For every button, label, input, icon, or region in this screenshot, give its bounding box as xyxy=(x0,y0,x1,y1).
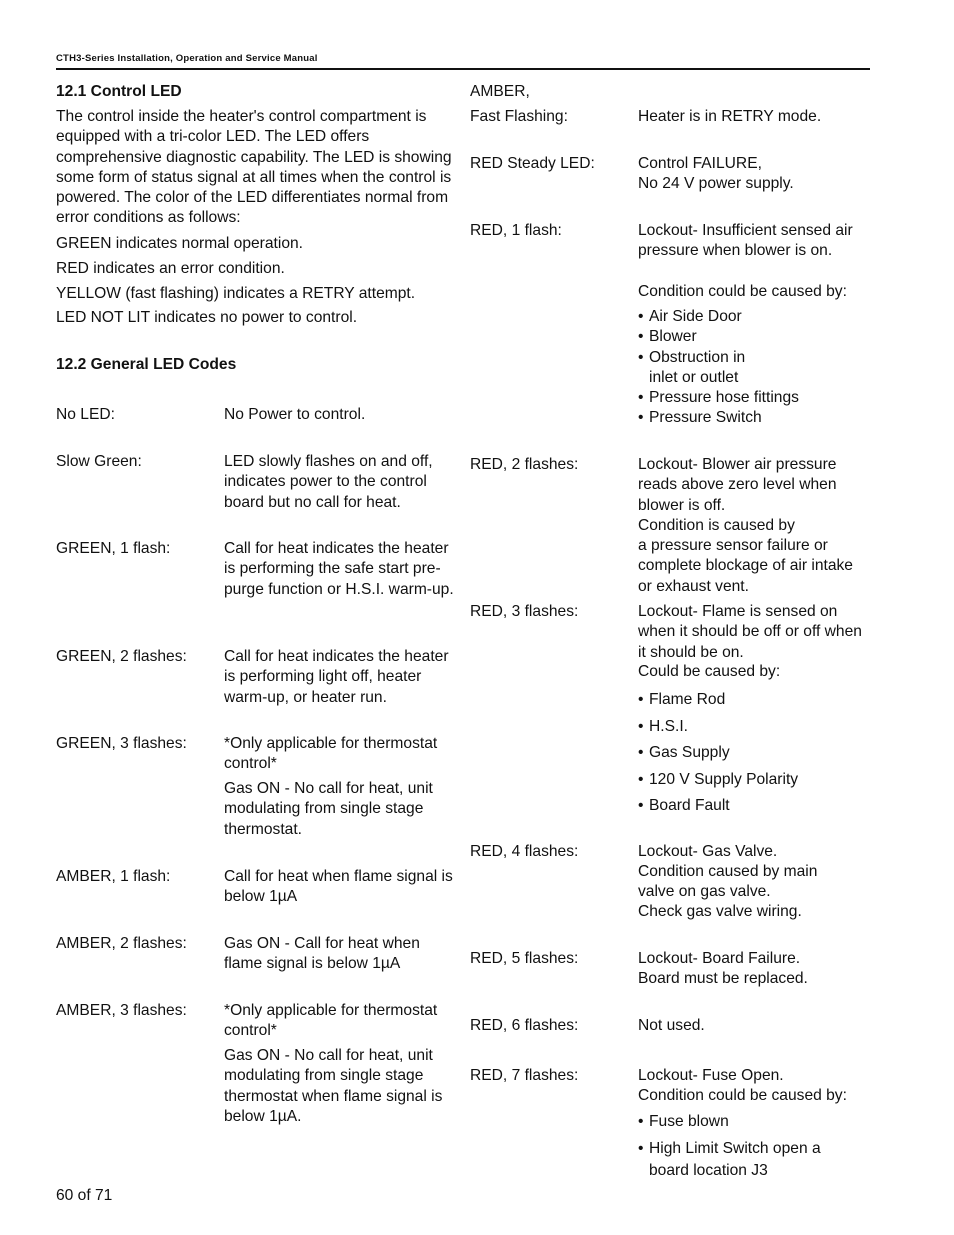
code-label: Slow Green: xyxy=(56,453,142,470)
code-label: GREEN, 2 flashes: xyxy=(56,648,187,665)
code-description: *Only applicable for thermostat control* xyxy=(224,735,438,773)
led-green-meaning: GREEN indicates normal operation. xyxy=(56,235,304,252)
code-description-detail: No 24 V power supply. xyxy=(638,175,794,192)
cause-item: • Board Fault xyxy=(638,793,874,820)
code-description: Not used. xyxy=(638,1017,705,1034)
code-label: RED, 1 flash: xyxy=(470,222,562,239)
code-description-detail: Board must be replaced. xyxy=(638,970,808,987)
cause-item: • H.S.I. xyxy=(638,714,874,741)
cause-item: • Pressure hose fittings xyxy=(638,388,829,408)
code-description: Lockout- Insufficient sensed air pressure when blower is on. xyxy=(638,222,853,260)
cause-item: • Air Side Door xyxy=(638,307,763,327)
code-description-detail: Could be caused by: xyxy=(638,663,781,680)
code-label: RED, 2 flashes: xyxy=(470,456,579,473)
cause-item: • Flame Rod xyxy=(638,687,874,714)
led-yellow-meaning: YELLOW (fast flashing) indicates a RETRY attempt. xyxy=(56,285,416,302)
code-label: RED, 4 flashes: xyxy=(470,843,579,860)
code-label: No LED: xyxy=(56,406,115,423)
code-description-detail: Gas ON - No call for heat, unit modulating from single stage thermostat when flame signal is below 1µA. xyxy=(224,1047,443,1125)
code-description-detail: Check gas valve wiring. xyxy=(638,903,802,920)
code-description: Gas ON - Call for heat when flame signal is below 1µA xyxy=(224,935,420,973)
code-description: LED slowly flashes on and off, indicates power to the control board but no call for heat. xyxy=(224,453,433,511)
code-label: GREEN, 1 flash: xyxy=(56,540,171,557)
code-label: RED, 6 flashes: xyxy=(470,1017,579,1034)
code-label: AMBER, 1 flash: xyxy=(56,868,171,885)
code-description: Call for heat indicates the heater is performing the safe start pre-purge function or H.S.I. warm-up. xyxy=(224,540,454,598)
code-description-detail: Condition could be caused by: xyxy=(638,283,847,300)
code-description: Lockout- Gas Valve. xyxy=(638,843,778,860)
code-description: Lockout- Flame is sensed on when it should be off or off when it should be on. xyxy=(638,603,862,661)
code-description-detail: a pressure sensor failure or complete blockage of air intake or exhaust vent. xyxy=(638,537,853,595)
led-red-meaning: RED indicates an error condition. xyxy=(56,260,285,277)
code-label-line2: Fast Flashing: xyxy=(470,108,568,125)
code-description: *Only applicable for thermostat control* xyxy=(224,1002,438,1040)
code-label: AMBER, 2 flashes: xyxy=(56,935,187,952)
code-description: No Power to control. xyxy=(224,406,366,423)
cause-item: • 120 V Supply Polarity xyxy=(638,767,874,794)
code-description: Heater is in RETRY mode. xyxy=(638,108,822,125)
code-description-detail: Condition is caused by xyxy=(638,517,795,534)
code-description: Lockout- Fuse Open. xyxy=(638,1067,784,1084)
cause-list xyxy=(638,307,799,429)
cause-item: • Blower xyxy=(638,327,763,347)
code-label: RED, 7 flashes: xyxy=(470,1067,579,1084)
cause-list xyxy=(638,687,874,820)
page-number: 60 of 71 xyxy=(56,1187,113,1204)
cause-item: • Gas Supply xyxy=(638,740,874,767)
cause-item: • Pressure Switch xyxy=(638,408,829,428)
code-description: Call for heat indicates the heater is performing light off, heater warm-up, or heater run. xyxy=(224,648,449,706)
code-description-detail: Condition caused by main valve on gas valve. xyxy=(638,863,818,901)
code-label: RED Steady LED: xyxy=(470,155,595,172)
section-heading-control-led: 12.1 Control LED xyxy=(56,83,182,100)
code-label: RED, 3 flashes: xyxy=(470,603,579,620)
cause-list xyxy=(638,1111,853,1182)
cause-item: • High Limit Switch open a board location J3 xyxy=(638,1138,853,1182)
code-label: GREEN, 3 flashes: xyxy=(56,735,187,752)
manual-header: CTH3-Series Installation, Operation and Service Manual xyxy=(56,53,870,70)
code-description-detail: Gas ON - No call for heat, unit modulating from single stage thermostat. xyxy=(224,780,433,838)
code-label: RED, 5 flashes: xyxy=(470,950,579,967)
code-description-detail: Condition could be caused by: xyxy=(638,1087,847,1104)
code-description: Lockout- Board Failure. xyxy=(638,950,801,967)
section-heading-general-led-codes: 12.2 General LED Codes xyxy=(56,356,237,373)
led-notlit-meaning: LED NOT LIT indicates no power to control. xyxy=(56,309,358,326)
code-description: Lockout- Blower air pressure reads above zero level when blower is off. xyxy=(638,456,837,514)
cause-item: • Fuse blown xyxy=(638,1111,853,1133)
control-led-intro: The control inside the heater's control compartment is equipped with a tri-color LED. The LED offers comprehensive diagnostic capability. The LED is showing some form of status signal at all times when the control is powered. The color of the LED differentiates normal from error conditions as follows: xyxy=(56,108,452,227)
code-description: Call for heat when flame signal is below 1µA xyxy=(224,868,453,906)
code-label: AMBER, 3 flashes: xyxy=(56,1002,187,1019)
code-label: AMBER, xyxy=(470,83,530,100)
cause-item: • Obstruction in inlet or outlet xyxy=(638,348,763,389)
code-description: Control FAILURE, xyxy=(638,155,762,172)
